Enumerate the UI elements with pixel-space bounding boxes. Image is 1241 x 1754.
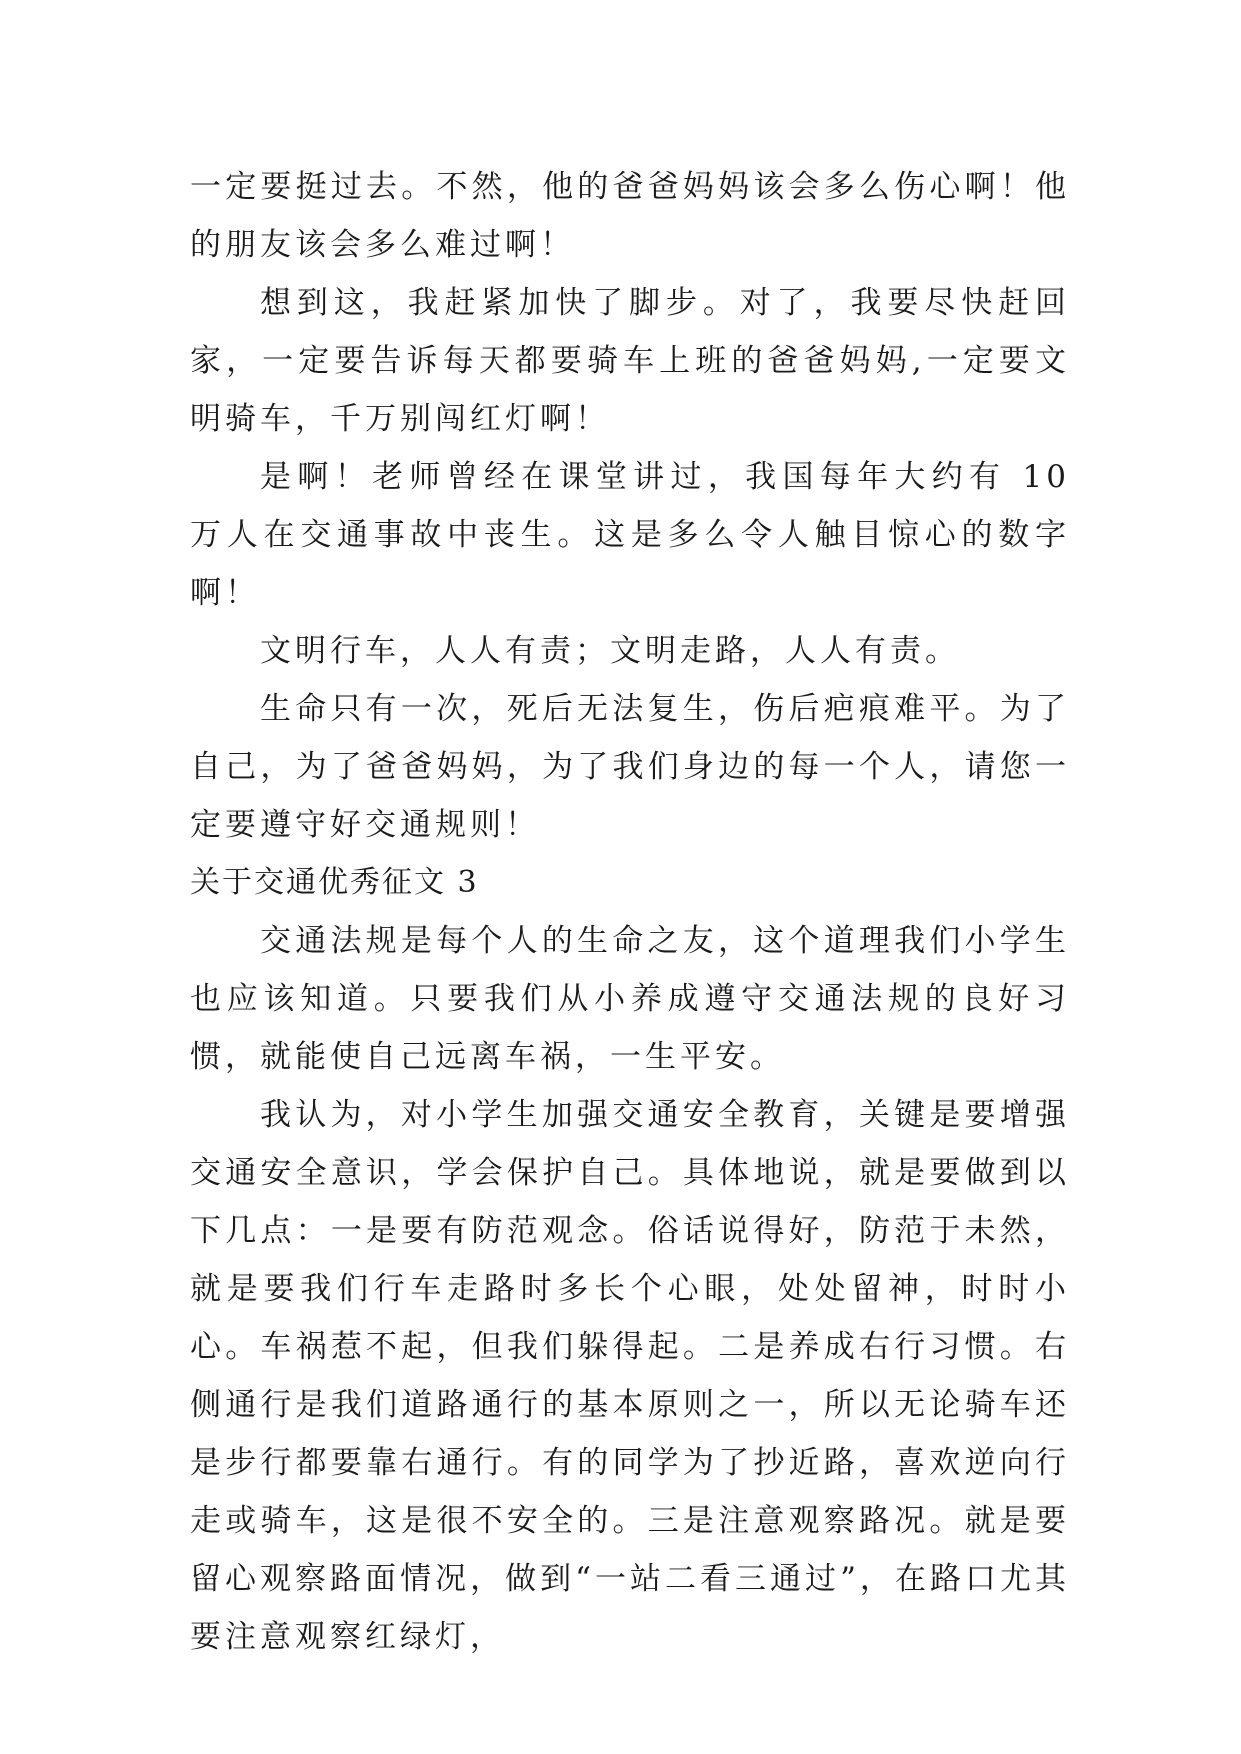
paragraph: 交通法规是每个人的生命之友，这个道理我们小学生也应该知道。只要我们从小养成遵守交通法规的良好习惯，就能使自己远离车祸，一生平安。: [190, 923, 1070, 1075]
paragraph: 生命只有一次，死后无法复生，伤后疤痕难平。为了自己，为了爸爸妈妈，为了我们身边的每一个人，请您一定要遵守好交通规则！: [190, 691, 1070, 843]
section-heading: 关于交通优秀征文 3: [190, 865, 479, 900]
document-body: [190, 158, 1070, 1666]
paragraph: 文明行车，人人有责；文明走路，人人有责。: [260, 633, 960, 669]
paragraph: 我认为，对小学生加强交通安全教育，关键是要增强交通安全意识，学会保护自己。具体地说，就是要做到以下几点：一是要有防范观念。俗话说得好，防范于未然，就是要我们行车走路时多长个心眼，处处留神，时时小心。车祸惹不起，但我们躲得起。二是养成右行习惯。右侧通行是我们道路通行的基本原则之一，所以无论骑车还是步行都要靠右通行。有的同学为了抄近路，喜欢逆向行走或骑车，这是很不安全的。三是注意观察路况。就是要留心观察路面情况，做到“一站二看三通过”，在路口尤其要注意观察红绿灯，: [190, 1097, 1070, 1655]
paragraph: 想到这，我赶紧加快了脚步。对了，我要尽快赶回家，一定要告诉每天都要骑车上班的爸爸妈妈,一定要文明骑车，千万别闯红灯啊！: [190, 285, 1070, 437]
paragraph: 一定要挺过去。不然，他的爸爸妈妈该会多么伤心啊！他的朋友该会多么难过啊！: [190, 169, 1070, 263]
paragraph: 是啊！老师曾经在课堂讲过，我国每年大约有 10 万人在交通事故中丧生。这是多么令人触目惊心的数字啊！: [190, 459, 1070, 611]
